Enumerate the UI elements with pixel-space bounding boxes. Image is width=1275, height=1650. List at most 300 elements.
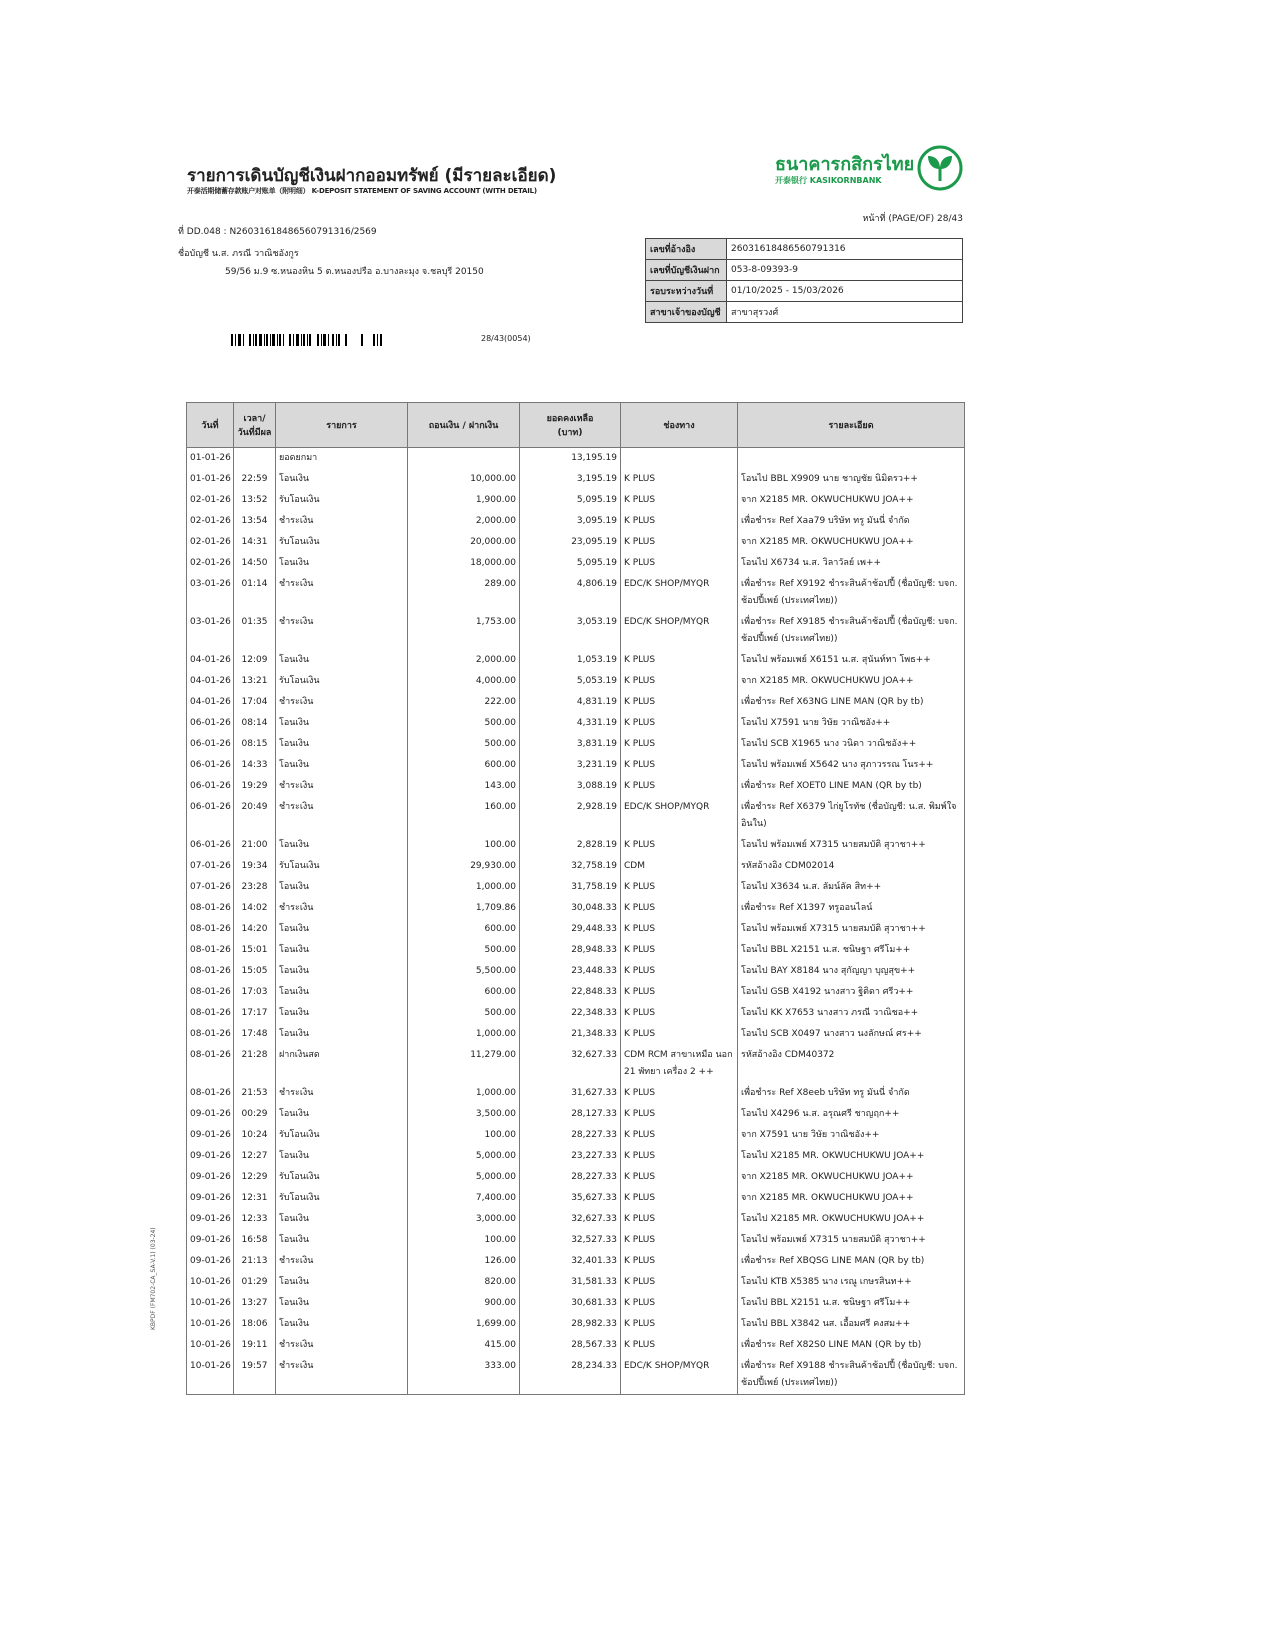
- account-name: ชื่อบัญชี น.ส. ภรณี วาณิชอังกูร: [178, 249, 299, 259]
- cell-channel: K PLUS: [621, 553, 738, 574]
- cell-balance: 28,227.33: [520, 1167, 621, 1188]
- cell-amount: 18,000.00: [408, 553, 520, 574]
- cell-desc: ชำระเงิน: [276, 1251, 408, 1272]
- cell-time: [234, 448, 276, 470]
- cell-time: 17:48: [234, 1024, 276, 1045]
- table-row: [187, 574, 965, 612]
- cell-time: 08:14: [234, 713, 276, 734]
- cell-channel: K PLUS: [621, 532, 738, 553]
- account-info-box: [645, 238, 963, 323]
- cell-detail: เพื่อชำระ Ref X9188 ชำระสินค้าช้อปปี้ (ชื่อบัญชี: บจก. ช้อปปี้เพย์ (ประเทศไทย)): [738, 1356, 965, 1395]
- cell-channel: K PLUS: [621, 671, 738, 692]
- cell-time: 21:28: [234, 1045, 276, 1083]
- document-ref: ที่ DD.048 : N26031618486560791316/2569: [178, 227, 377, 237]
- cell-time: 21:00: [234, 835, 276, 856]
- cell-detail: เพื่อชำระ Ref X6379 ไก่ยูโรทัช (ชื่อบัญชี: น.ส. พิมพ์ใจ อินใน): [738, 797, 965, 835]
- table-row: [187, 553, 965, 574]
- cell-detail: เพื่อชำระ Ref X9192 ชำระสินค้าช้อปปี้ (ชื่อบัญชี: บจก. ช้อปปี้เพย์ (ประเทศไทย)): [738, 574, 965, 612]
- cell-amount: 100.00: [408, 1230, 520, 1251]
- cell-balance: 28,127.33: [520, 1104, 621, 1125]
- cell-detail: โอนไป SCB X0497 นางสาว นงลักษณ์ ศร++: [738, 1024, 965, 1045]
- cell-channel: K PLUS: [621, 1146, 738, 1167]
- table-row: [187, 469, 965, 490]
- col-header-balance-line1: ยอดคงเหลือ: [546, 414, 594, 424]
- cell-date: 09-01-26: [187, 1167, 234, 1188]
- table-row: [187, 734, 965, 755]
- cell-date: 08-01-26: [187, 1003, 234, 1024]
- cell-date: 10-01-26: [187, 1314, 234, 1335]
- info-label: เลขที่บัญชีเงินฝาก: [646, 260, 727, 281]
- table-row: [187, 1251, 965, 1272]
- cell-time: 10:24: [234, 1125, 276, 1146]
- cell-amount: 7,400.00: [408, 1188, 520, 1209]
- cell-amount: 11,279.00: [408, 1045, 520, 1083]
- transaction-table: [186, 402, 965, 1395]
- cell-desc: รับโอนเงิน: [276, 532, 408, 553]
- table-row: [187, 650, 965, 671]
- table-row: [187, 1356, 965, 1395]
- cell-time: 14:20: [234, 919, 276, 940]
- cell-balance: 3,831.19: [520, 734, 621, 755]
- cell-date: 02-01-26: [187, 511, 234, 532]
- cell-channel: EDC/K SHOP/MYQR: [621, 1356, 738, 1395]
- cell-amount: [408, 448, 520, 470]
- cell-desc: ชำระเงิน: [276, 692, 408, 713]
- cell-time: 15:01: [234, 940, 276, 961]
- cell-date: 07-01-26: [187, 856, 234, 877]
- cell-channel: K PLUS: [621, 713, 738, 734]
- table-row: [187, 671, 965, 692]
- cell-time: 21:53: [234, 1083, 276, 1104]
- cell-channel: K PLUS: [621, 1167, 738, 1188]
- cell-date: 10-01-26: [187, 1272, 234, 1293]
- cell-time: 12:09: [234, 650, 276, 671]
- cell-desc: ชำระเงิน: [276, 511, 408, 532]
- cell-balance: 13,195.19: [520, 448, 621, 470]
- cell-balance: 28,982.33: [520, 1314, 621, 1335]
- cell-detail: โอนไป BBL X3842 นส. เอื้อมศรี คงสม++: [738, 1314, 965, 1335]
- cell-detail: โอนไป X2185 MR. OKWUCHUKWU JOA++: [738, 1146, 965, 1167]
- cell-detail: โอนไป BBL X2151 น.ส. ชนิษฐา ศรีโม++: [738, 940, 965, 961]
- cell-detail: โอนไป X3634 น.ส. ลัมน์ลัค สิท++: [738, 877, 965, 898]
- cell-date: 06-01-26: [187, 835, 234, 856]
- info-label: รอบระหว่างวันที่: [646, 281, 727, 302]
- cell-amount: 4,000.00: [408, 671, 520, 692]
- cell-amount: 820.00: [408, 1272, 520, 1293]
- cell-amount: 500.00: [408, 940, 520, 961]
- table-row: [187, 940, 965, 961]
- cell-detail: เพื่อชำระ Ref X1397 ทรูออนไลน์: [738, 898, 965, 919]
- col-header-date: วันที่: [187, 403, 234, 448]
- cell-balance: 3,095.19: [520, 511, 621, 532]
- table-row: [187, 1314, 965, 1335]
- form-code: KBPDF (FM702-CA_SA-V.1) (03-24): [150, 1227, 157, 1330]
- cell-channel: K PLUS: [621, 1209, 738, 1230]
- cell-detail: โอนไป BBL X9909 นาย ชาญชัย นิมิตรว++: [738, 469, 965, 490]
- table-row: [187, 1003, 965, 1024]
- table-row: [187, 1104, 965, 1125]
- cell-desc: โอนเงิน: [276, 1272, 408, 1293]
- cell-balance: 22,348.33: [520, 1003, 621, 1024]
- cell-time: 12:31: [234, 1188, 276, 1209]
- cell-detail: โอนไป GSB X4192 นางสาว ฐิติดา ศรีว++: [738, 982, 965, 1003]
- table-row: [187, 1146, 965, 1167]
- cell-detail: จาก X2185 MR. OKWUCHUKWU JOA++: [738, 490, 965, 511]
- cell-amount: 1,000.00: [408, 1024, 520, 1045]
- cell-channel: K PLUS: [621, 734, 738, 755]
- cell-balance: 5,095.19: [520, 553, 621, 574]
- cell-balance: 35,627.33: [520, 1188, 621, 1209]
- cell-channel: K PLUS: [621, 1104, 738, 1125]
- cell-detail: จาก X2185 MR. OKWUCHUKWU JOA++: [738, 671, 965, 692]
- cell-desc: โอนเงิน: [276, 713, 408, 734]
- info-value: 26031618486560791316: [727, 239, 963, 260]
- cell-amount: 333.00: [408, 1356, 520, 1395]
- cell-amount: 5,000.00: [408, 1146, 520, 1167]
- cell-channel: EDC/K SHOP/MYQR: [621, 574, 738, 612]
- cell-channel: K PLUS: [621, 1251, 738, 1272]
- cell-amount: 1,000.00: [408, 877, 520, 898]
- col-header-detail: รายละเอียด: [738, 403, 965, 448]
- cell-date: 04-01-26: [187, 650, 234, 671]
- cell-detail: จาก X2185 MR. OKWUCHUKWU JOA++: [738, 1188, 965, 1209]
- barcode-number: 28/43(0054): [481, 334, 531, 343]
- cell-channel: K PLUS: [621, 961, 738, 982]
- cell-time: 19:34: [234, 856, 276, 877]
- cell-balance: 32,627.33: [520, 1045, 621, 1083]
- cell-amount: 415.00: [408, 1335, 520, 1356]
- cell-channel: K PLUS: [621, 1188, 738, 1209]
- cell-time: 19:29: [234, 776, 276, 797]
- cell-amount: 100.00: [408, 835, 520, 856]
- cell-balance: 31,758.19: [520, 877, 621, 898]
- cell-date: 01-01-26: [187, 469, 234, 490]
- cell-balance: 23,448.33: [520, 961, 621, 982]
- cell-balance: 3,195.19: [520, 469, 621, 490]
- cell-time: 23:28: [234, 877, 276, 898]
- cell-date: 10-01-26: [187, 1335, 234, 1356]
- table-row: [187, 1125, 965, 1146]
- cell-balance: 3,231.19: [520, 755, 621, 776]
- cell-time: 14:31: [234, 532, 276, 553]
- cell-date: 08-01-26: [187, 982, 234, 1003]
- cell-date: 08-01-26: [187, 898, 234, 919]
- cell-detail: เพื่อชำระ Ref X82S0 LINE MAN (QR by tb): [738, 1335, 965, 1356]
- cell-channel: K PLUS: [621, 877, 738, 898]
- cell-channel: K PLUS: [621, 835, 738, 856]
- cell-date: 03-01-26: [187, 574, 234, 612]
- cell-date: 02-01-26: [187, 532, 234, 553]
- cell-time: 01:29: [234, 1272, 276, 1293]
- cell-amount: 10,000.00: [408, 469, 520, 490]
- col-header-balance-line2: (บาท): [557, 428, 583, 438]
- table-row: [187, 1083, 965, 1104]
- table-row: [187, 1293, 965, 1314]
- cell-channel: K PLUS: [621, 1230, 738, 1251]
- cell-date: 06-01-26: [187, 755, 234, 776]
- cell-desc: ยอดยกมา: [276, 448, 408, 470]
- cell-balance: 29,448.33: [520, 919, 621, 940]
- table-row: [187, 1209, 965, 1230]
- cell-detail: โอนไป X4296 น.ส. อรุณศรี ชาญฤก++: [738, 1104, 965, 1125]
- cell-amount: 600.00: [408, 755, 520, 776]
- cell-amount: 100.00: [408, 1125, 520, 1146]
- cell-detail: เพื่อชำระ Ref X63NG LINE MAN (QR by tb): [738, 692, 965, 713]
- cell-time: 08:15: [234, 734, 276, 755]
- cell-time: 19:57: [234, 1356, 276, 1395]
- info-value: 01/10/2025 - 15/03/2026: [727, 281, 963, 302]
- cell-desc: ฝากเงินสด: [276, 1045, 408, 1083]
- cell-balance: 32,758.19: [520, 856, 621, 877]
- cell-amount: 1,000.00: [408, 1083, 520, 1104]
- cell-amount: 29,930.00: [408, 856, 520, 877]
- cell-desc: รับโอนเงิน: [276, 671, 408, 692]
- cell-balance: 31,627.33: [520, 1083, 621, 1104]
- table-row: [187, 713, 965, 734]
- cell-time: 13:54: [234, 511, 276, 532]
- table-row: [187, 835, 965, 856]
- cell-detail: โอนไป พร้อมเพย์ X7315 นายสมบัติ สุวาชา++: [738, 919, 965, 940]
- cell-channel: K PLUS: [621, 982, 738, 1003]
- cell-desc: ชำระเงิน: [276, 612, 408, 650]
- cell-date: 01-01-26: [187, 448, 234, 470]
- cell-channel: K PLUS: [621, 650, 738, 671]
- bank-name-en: 开泰银行 KASIKORNBANK: [775, 176, 882, 185]
- cell-time: 14:33: [234, 755, 276, 776]
- cell-desc: โอนเงิน: [276, 1146, 408, 1167]
- cell-time: 15:05: [234, 961, 276, 982]
- cell-time: 12:27: [234, 1146, 276, 1167]
- cell-desc: ชำระเงิน: [276, 797, 408, 835]
- cell-date: 09-01-26: [187, 1104, 234, 1125]
- table-row: [187, 490, 965, 511]
- cell-channel: CDM RCM สาขาเหมือ นอก 21 พัทยา เครื่อง 2 ++: [621, 1045, 738, 1083]
- cell-time: 20:49: [234, 797, 276, 835]
- cell-time: 13:27: [234, 1293, 276, 1314]
- cell-desc: รับโอนเงิน: [276, 1188, 408, 1209]
- cell-time: 17:04: [234, 692, 276, 713]
- cell-detail: โอนไป SCB X1965 นาง วนิดา วาณิชอัง++: [738, 734, 965, 755]
- cell-desc: โอนเงิน: [276, 961, 408, 982]
- cell-amount: 1,753.00: [408, 612, 520, 650]
- cell-desc: รับโอนเงิน: [276, 856, 408, 877]
- table-row: [187, 1045, 965, 1083]
- barcode: [231, 334, 386, 346]
- cell-balance: 23,095.19: [520, 532, 621, 553]
- cell-detail: เพื่อชำระ Ref XOET0 LINE MAN (QR by tb): [738, 776, 965, 797]
- cell-channel: K PLUS: [621, 1125, 738, 1146]
- table-row: [187, 692, 965, 713]
- cell-channel: K PLUS: [621, 755, 738, 776]
- cell-desc: โอนเงิน: [276, 1104, 408, 1125]
- cell-channel: K PLUS: [621, 1024, 738, 1045]
- cell-desc: โอนเงิน: [276, 1209, 408, 1230]
- col-header-balance: [520, 403, 621, 448]
- col-header-time: [234, 403, 276, 448]
- cell-balance: 32,401.33: [520, 1251, 621, 1272]
- cell-detail: โอนไป X6734 น.ส. วิลาวัลย์ เพ++: [738, 553, 965, 574]
- cell-amount: 3,500.00: [408, 1104, 520, 1125]
- table-row: [187, 1335, 965, 1356]
- info-value: สาขาสุรวงศ์: [727, 302, 963, 323]
- cell-date: 02-01-26: [187, 553, 234, 574]
- cell-time: 18:06: [234, 1314, 276, 1335]
- cell-amount: 222.00: [408, 692, 520, 713]
- cell-date: 10-01-26: [187, 1293, 234, 1314]
- cell-desc: รับโอนเงิน: [276, 1125, 408, 1146]
- cell-desc: โอนเงิน: [276, 469, 408, 490]
- statement-subtitle: 开泰活期储蓄存款账户对账单（附明细） K-DEPOSIT STATEMENT OF SAVING ACCOUNT (WITH DETAIL): [187, 187, 537, 195]
- cell-detail: โอนไป BAY X8184 นาง สุกัญญา บุญสุข++: [738, 961, 965, 982]
- cell-time: 19:11: [234, 1335, 276, 1356]
- cell-channel: CDM: [621, 856, 738, 877]
- cell-balance: 32,527.33: [520, 1230, 621, 1251]
- cell-balance: 28,948.33: [520, 940, 621, 961]
- cell-detail: เพื่อชำระ Ref X9185 ชำระสินค้าช้อปปี้ (ชื่อบัญชี: บจก. ช้อปปี้เพย์ (ประเทศไทย)): [738, 612, 965, 650]
- cell-detail: จาก X7591 นาย วิษัย วาณิชอัง++: [738, 1125, 965, 1146]
- cell-time: 01:35: [234, 612, 276, 650]
- cell-balance: 5,095.19: [520, 490, 621, 511]
- col-header-description: รายการ: [276, 403, 408, 448]
- cell-channel: K PLUS: [621, 511, 738, 532]
- cell-desc: โอนเงิน: [276, 755, 408, 776]
- cell-date: 09-01-26: [187, 1125, 234, 1146]
- cell-detail: โอนไป X2185 MR. OKWUCHUKWU JOA++: [738, 1209, 965, 1230]
- cell-desc: โอนเงิน: [276, 1230, 408, 1251]
- cell-date: 04-01-26: [187, 692, 234, 713]
- cell-date: 07-01-26: [187, 877, 234, 898]
- cell-balance: 21,348.33: [520, 1024, 621, 1045]
- cell-amount: 126.00: [408, 1251, 520, 1272]
- cell-detail: โอนไป KK X7653 นางสาว ภรณี วาณิชอ++: [738, 1003, 965, 1024]
- table-row: [187, 856, 965, 877]
- cell-amount: 5,000.00: [408, 1167, 520, 1188]
- cell-date: 08-01-26: [187, 1045, 234, 1083]
- col-header-amount: ถอนเงิน / ฝากเงิน: [408, 403, 520, 448]
- cell-channel: K PLUS: [621, 919, 738, 940]
- bank-name-th: ธนาคารกสิกรไทย: [775, 154, 915, 175]
- cell-amount: 160.00: [408, 797, 520, 835]
- cell-balance: 28,227.33: [520, 1125, 621, 1146]
- cell-balance: 1,053.19: [520, 650, 621, 671]
- kbank-leaf-icon: [917, 145, 963, 191]
- cell-balance: 31,581.33: [520, 1272, 621, 1293]
- cell-amount: 2,000.00: [408, 650, 520, 671]
- cell-date: 08-01-26: [187, 919, 234, 940]
- cell-channel: K PLUS: [621, 1314, 738, 1335]
- page-indicator: หน้าที่ (PAGE/OF) 28/43: [862, 214, 963, 224]
- cell-channel: K PLUS: [621, 1003, 738, 1024]
- cell-balance: 4,806.19: [520, 574, 621, 612]
- cell-time: 12:33: [234, 1209, 276, 1230]
- transaction-rows: [187, 448, 965, 1395]
- cell-detail: โอนไป พร้อมเพย์ X6151 น.ส. สุนันท์ทา โพธ++: [738, 650, 965, 671]
- account-address: 59/56 ม.9 ซ.หนองหิน 5 ต.หนองปรือ อ.บางละมุง จ.ชลบุรี 20150: [225, 267, 484, 277]
- cell-desc: โอนเงิน: [276, 940, 408, 961]
- info-label: เลขที่อ้างอิง: [646, 239, 727, 260]
- cell-balance: 5,053.19: [520, 671, 621, 692]
- cell-detail: โอนไป KTB X5385 นาง เรณู เกษรสินท++: [738, 1272, 965, 1293]
- cell-detail: จาก X2185 MR. OKWUCHUKWU JOA++: [738, 1167, 965, 1188]
- cell-desc: โอนเงิน: [276, 1024, 408, 1045]
- cell-detail: โอนไป BBL X2151 น.ส. ชนิษฐา ศรีโม++: [738, 1293, 965, 1314]
- cell-time: 01:14: [234, 574, 276, 612]
- cell-date: 08-01-26: [187, 1024, 234, 1045]
- cell-channel: K PLUS: [621, 469, 738, 490]
- cell-amount: 1,709.86: [408, 898, 520, 919]
- cell-desc: ชำระเงิน: [276, 1083, 408, 1104]
- cell-channel: K PLUS: [621, 1335, 738, 1356]
- info-label: สาขาเจ้าของบัญชี: [646, 302, 727, 323]
- cell-balance: 32,627.33: [520, 1209, 621, 1230]
- cell-time: 14:02: [234, 898, 276, 919]
- cell-balance: 4,331.19: [520, 713, 621, 734]
- col-header-time-line2: วันที่มีผล: [237, 428, 272, 438]
- cell-date: 08-01-26: [187, 940, 234, 961]
- cell-channel: K PLUS: [621, 1272, 738, 1293]
- cell-amount: 500.00: [408, 734, 520, 755]
- table-row: [187, 612, 965, 650]
- cell-balance: 22,848.33: [520, 982, 621, 1003]
- col-header-channel: ช่องทาง: [621, 403, 738, 448]
- cell-balance: 23,227.33: [520, 1146, 621, 1167]
- cell-date: 09-01-26: [187, 1188, 234, 1209]
- cell-desc: ชำระเงิน: [276, 574, 408, 612]
- cell-desc: รับโอนเงิน: [276, 1167, 408, 1188]
- cell-channel: K PLUS: [621, 1083, 738, 1104]
- cell-desc: โอนเงิน: [276, 877, 408, 898]
- cell-channel: [621, 448, 738, 470]
- table-row: [187, 877, 965, 898]
- table-row: [187, 532, 965, 553]
- cell-time: 21:13: [234, 1251, 276, 1272]
- cell-desc: โอนเงิน: [276, 1003, 408, 1024]
- cell-balance: 2,828.19: [520, 835, 621, 856]
- cell-amount: 1,699.00: [408, 1314, 520, 1335]
- table-row: [187, 1167, 965, 1188]
- cell-date: 08-01-26: [187, 961, 234, 982]
- cell-date: 06-01-26: [187, 797, 234, 835]
- table-row: [187, 511, 965, 532]
- table-row: [187, 1188, 965, 1209]
- cell-desc: โอนเงิน: [276, 1314, 408, 1335]
- cell-amount: 900.00: [408, 1293, 520, 1314]
- cell-time: 16:58: [234, 1230, 276, 1251]
- table-row: [187, 982, 965, 1003]
- cell-time: 13:21: [234, 671, 276, 692]
- cell-desc: โอนเงิน: [276, 1293, 408, 1314]
- cell-channel: K PLUS: [621, 490, 738, 511]
- cell-desc: โอนเงิน: [276, 835, 408, 856]
- cell-amount: 600.00: [408, 982, 520, 1003]
- cell-amount: 20,000.00: [408, 532, 520, 553]
- cell-desc: โอนเงิน: [276, 919, 408, 940]
- table-row: [187, 776, 965, 797]
- cell-channel: K PLUS: [621, 940, 738, 961]
- cell-detail: โอนไป พร้อมเพย์ X5642 นาง สุภาวรรณ โนร++: [738, 755, 965, 776]
- cell-amount: 5,500.00: [408, 961, 520, 982]
- cell-balance: 30,048.33: [520, 898, 621, 919]
- cell-date: 08-01-26: [187, 1083, 234, 1104]
- cell-channel: K PLUS: [621, 898, 738, 919]
- cell-amount: 1,900.00: [408, 490, 520, 511]
- cell-amount: 289.00: [408, 574, 520, 612]
- table-row: [187, 755, 965, 776]
- cell-amount: 2,000.00: [408, 511, 520, 532]
- cell-balance: 28,567.33: [520, 1335, 621, 1356]
- cell-date: 06-01-26: [187, 734, 234, 755]
- cell-date: 06-01-26: [187, 713, 234, 734]
